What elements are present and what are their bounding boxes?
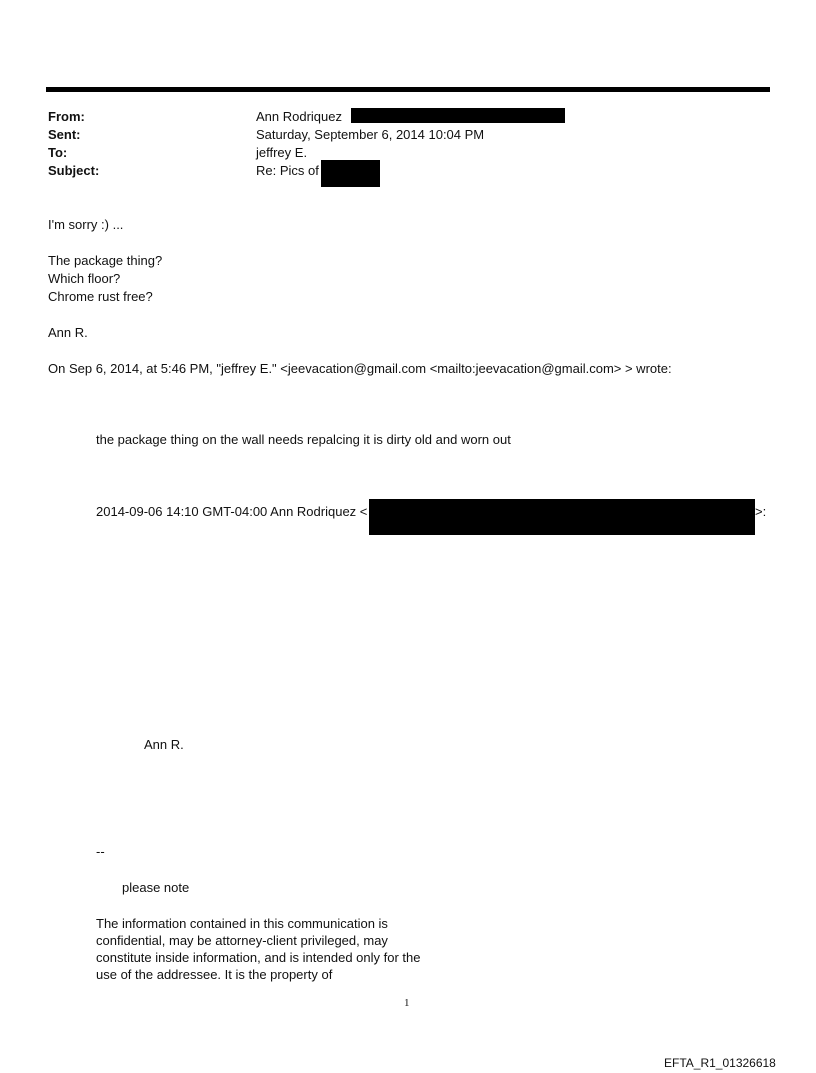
header-rule bbox=[46, 87, 770, 92]
page-number: 1 bbox=[404, 997, 410, 1009]
to-label: To: bbox=[48, 145, 68, 160]
to-value: jeffrey E. bbox=[256, 145, 308, 160]
nested-intro-end: >: bbox=[755, 504, 767, 519]
question-3: Chrome rust free? bbox=[48, 289, 153, 304]
sent-label: Sent: bbox=[48, 127, 81, 142]
redaction-from-email bbox=[351, 108, 565, 123]
redaction-nested-email bbox=[369, 499, 755, 535]
from-label: From: bbox=[48, 109, 85, 124]
disclaimer: The information contained in this communication is confidential, may be attorney-client privileged, may constitute inside information, and is intended only for the use of the addressee. It is the property of bbox=[96, 916, 421, 982]
please-note: please note bbox=[122, 880, 190, 895]
from-value: Ann Rodriquez bbox=[256, 109, 342, 124]
quote-intro: On Sep 6, 2014, at 5:46 PM, "jeffrey E." <jeevacation@gmail.com <mailto:jeevacation@gmail.com> > wrote: bbox=[48, 361, 672, 376]
document-id: EFTA_R1_01326618 bbox=[664, 1056, 776, 1070]
sent-value: Saturday, September 6, 2014 10:04 PM bbox=[256, 127, 485, 142]
nested-intro: 2014-09-06 14:10 GMT-04:00 Ann Rodriquez < bbox=[96, 504, 368, 519]
quoted-message: the package thing on the wall needs repalcing it is dirty old and worn out bbox=[96, 432, 511, 447]
subject-value: Re: Pics of bbox=[256, 163, 319, 178]
body-line-1: I'm sorry :) ... bbox=[48, 217, 124, 232]
question-1: The package thing? bbox=[48, 253, 163, 268]
nested-signature: Ann R. bbox=[144, 737, 184, 752]
separator: -- bbox=[96, 844, 105, 859]
redaction-subject bbox=[321, 160, 380, 187]
subject-label: Subject: bbox=[48, 163, 100, 178]
signature: Ann R. bbox=[48, 325, 88, 340]
question-2: Which floor? bbox=[48, 271, 121, 286]
